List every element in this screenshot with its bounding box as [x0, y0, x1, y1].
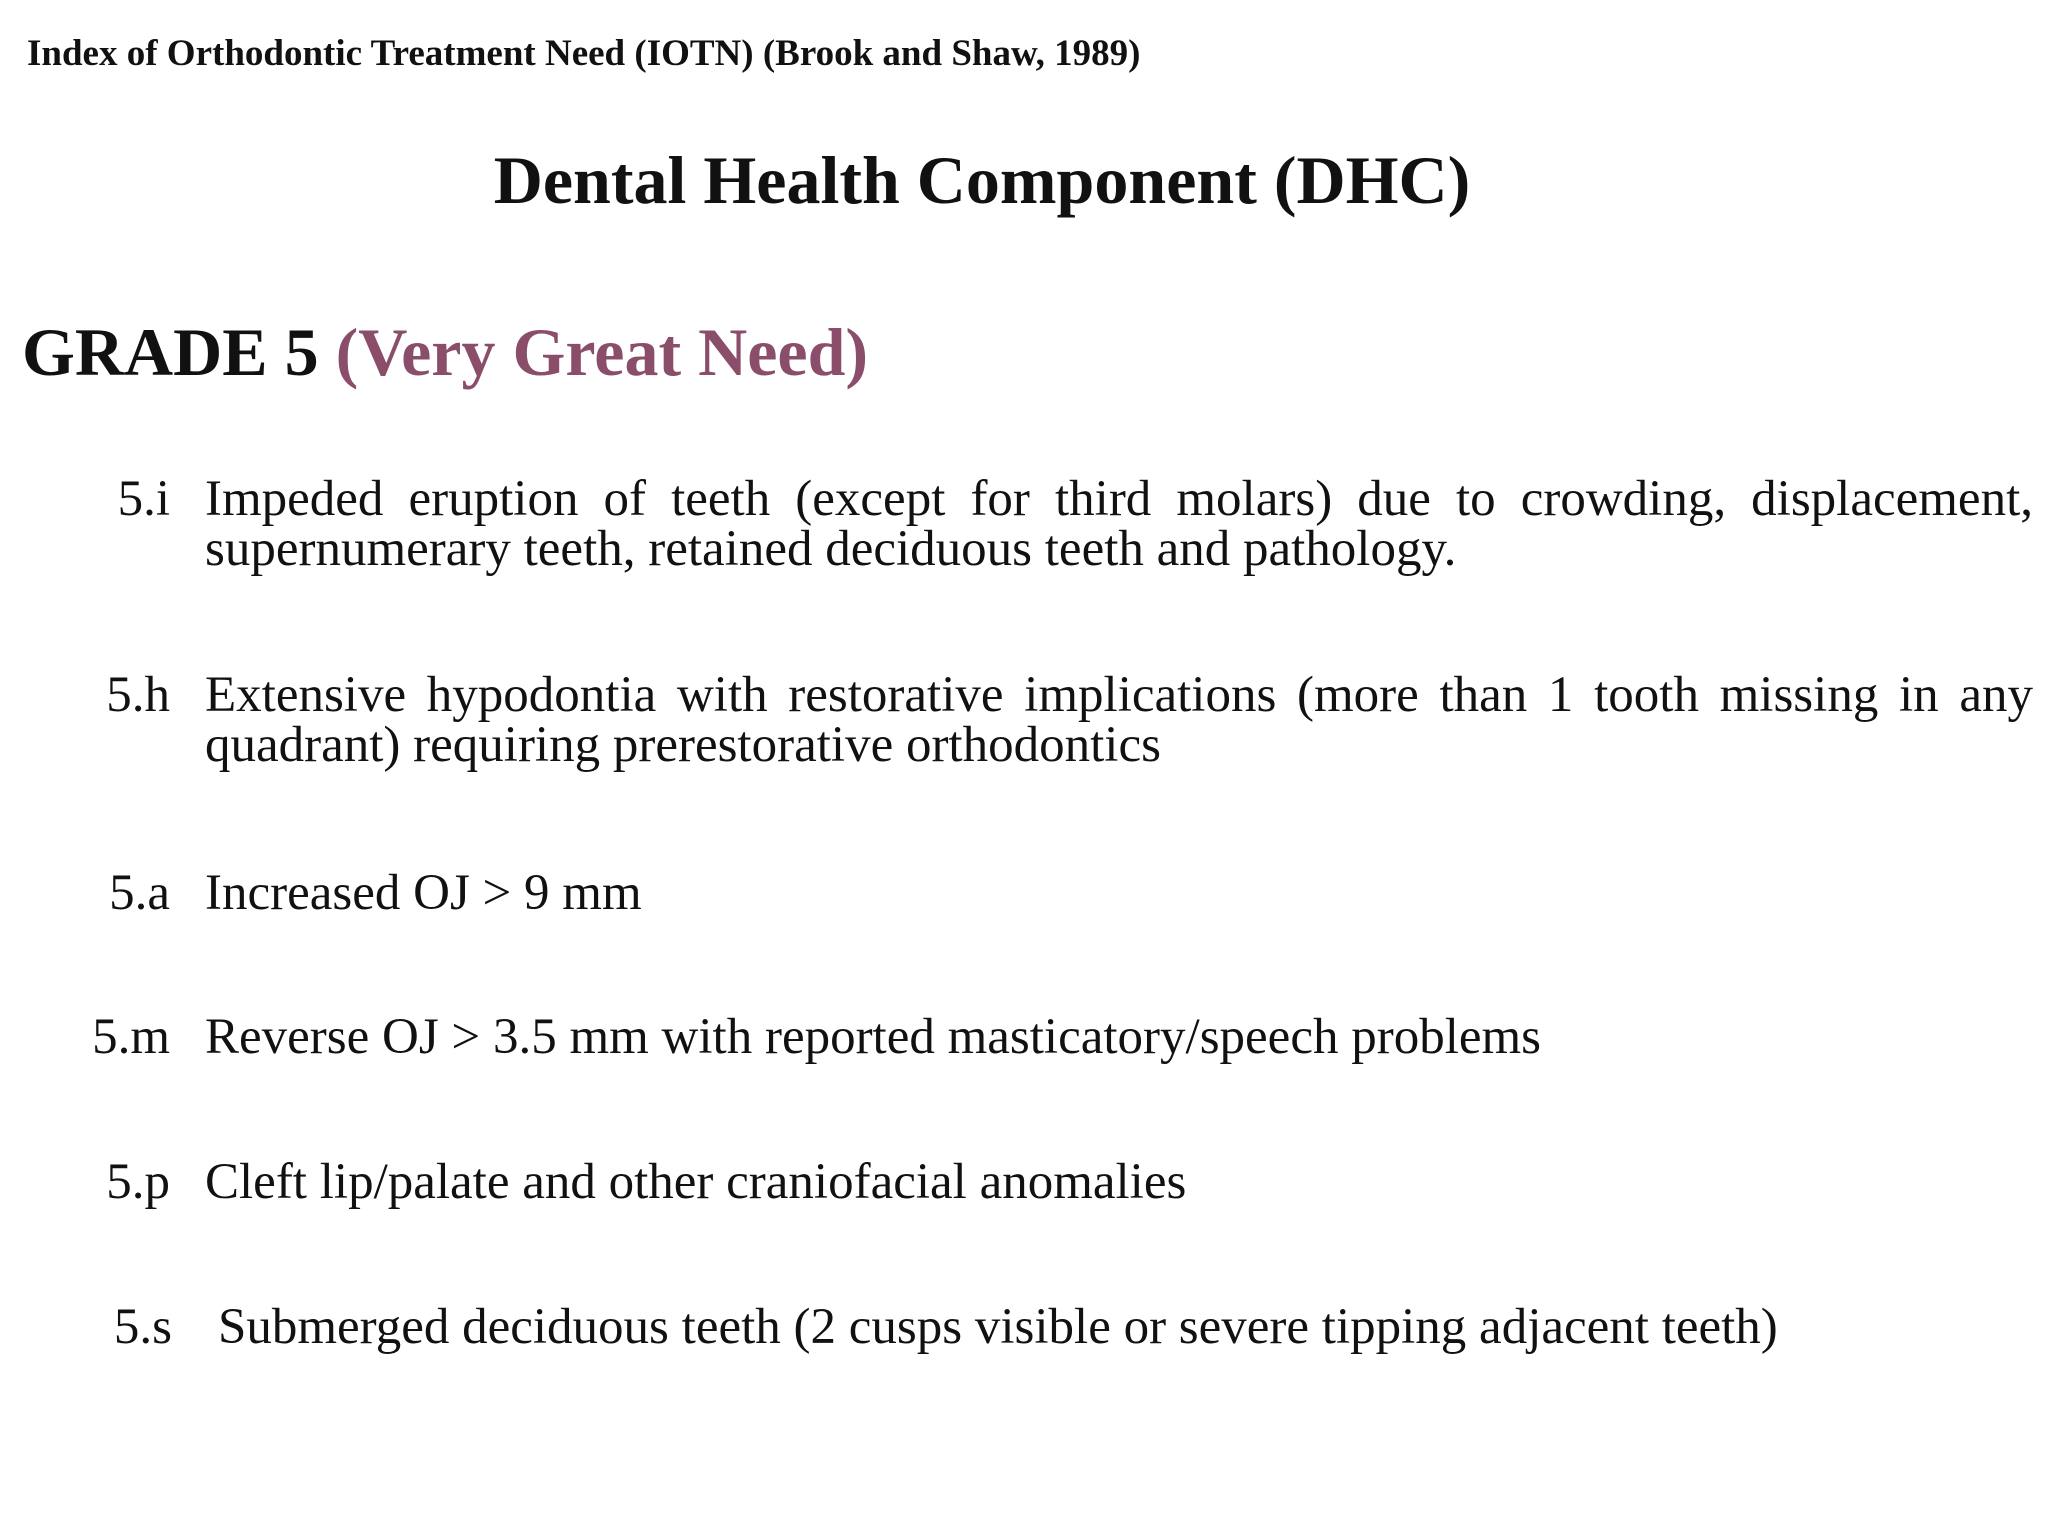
source-citation: Index of Orthodontic Treatment Need (IOTN) (Brook and Shaw, 1989) — [27, 33, 1141, 74]
criterion-code: 5.a — [109, 865, 170, 921]
grade-label: GRADE 5 — [22, 314, 319, 390]
criterion-text: Increased OJ > 9 mm — [205, 865, 642, 921]
criterion-text: Submerged deciduous teeth (2 cusps visible or severe tipping adjacent teeth) — [218, 1299, 1778, 1355]
grade-need-label: (Very Great Need) — [335, 314, 869, 390]
criterion-text: Cleft lip/palate and other craniofacial anomalies — [205, 1154, 1187, 1210]
criterion-text: Impeded eruption of teeth (except for third molars) due to crowding, displacement, supernumerary teeth, retained deciduous teeth and pathology. — [205, 471, 2033, 577]
criterion-code: 5.p — [106, 1154, 170, 1210]
criterion-code: 5.s — [113, 1299, 172, 1355]
criterion-text: Reverse OJ > 3.5 mm with reported masticatory/speech problems — [205, 1009, 1542, 1065]
criterion-code: 5.i — [117, 471, 170, 527]
criterion-code: 5.h — [106, 667, 170, 723]
page-title: Dental Health Component (DHC) — [493, 142, 1471, 218]
criterion-code: 5.m — [92, 1009, 170, 1065]
criterion-text: Extensive hypodontia with restorative implications (more than 1 tooth missing in any quadrant) requiring prerestorative orthodontics — [205, 667, 2033, 773]
